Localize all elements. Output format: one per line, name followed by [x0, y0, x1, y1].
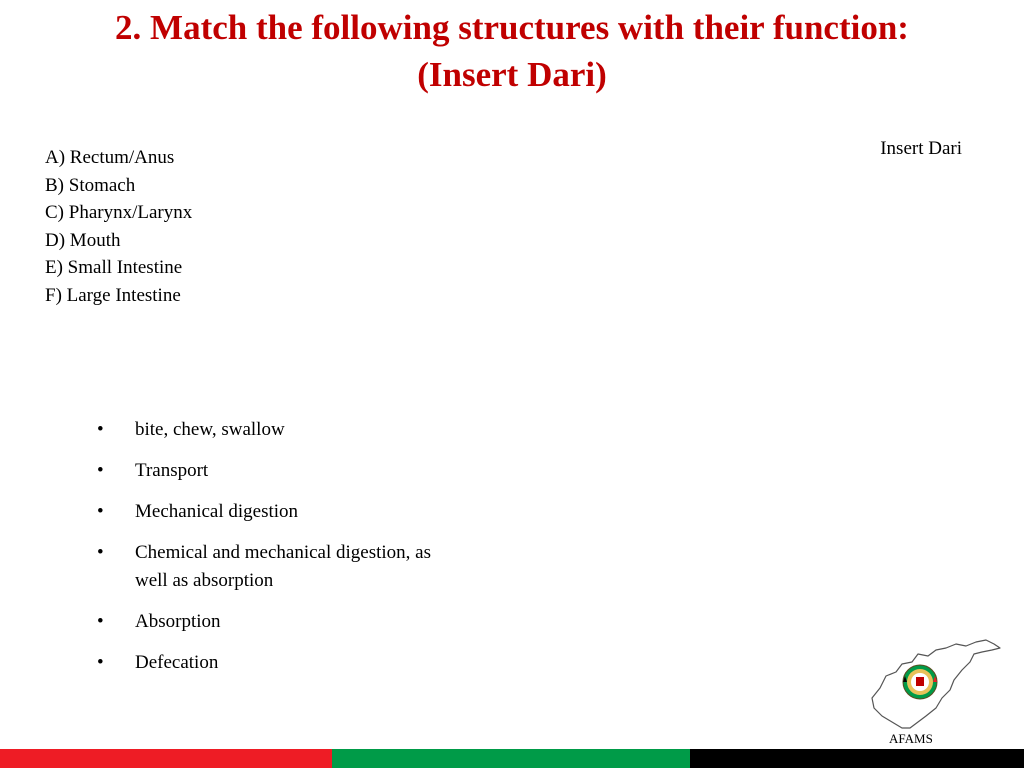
bullet-icon: •	[97, 501, 104, 522]
functions-list	[97, 416, 457, 690]
structure-item: B) Stomach	[45, 174, 136, 196]
bullet-icon: •	[97, 460, 104, 481]
function-item	[97, 608, 457, 636]
function-item	[97, 457, 457, 485]
structure-item: D) Mouth	[45, 229, 121, 251]
flag-green-segment	[332, 749, 690, 768]
structure-item: F) Large Intestine	[45, 284, 181, 306]
function-item	[97, 649, 457, 677]
slide-title-line-2: (Insert Dari)	[417, 55, 607, 94]
function-text: Defecation	[135, 652, 219, 673]
function-text: Mechanical digestion	[135, 501, 299, 522]
bullet-icon: •	[97, 542, 104, 563]
structure-item: C) Pharynx/Larynx	[45, 202, 193, 223]
afghanistan-map-seal-icon	[866, 636, 1004, 732]
structures-list	[45, 144, 192, 309]
function-text: bite, chew, swallow	[135, 419, 285, 440]
structure-item: E) Small Intestine	[45, 257, 183, 278]
flag-black-segment	[690, 749, 1024, 768]
function-text: Transport	[135, 460, 209, 481]
function-text: Absorption	[135, 611, 221, 632]
flag-color-bar	[0, 749, 1024, 768]
function-item	[97, 539, 457, 595]
insert-dari-placeholder: Insert Dari	[880, 138, 962, 159]
function-item	[97, 498, 457, 526]
function-item	[97, 416, 457, 444]
logo-graphic	[866, 636, 1004, 732]
logo-caption: AFAMS	[889, 731, 933, 746]
bullet-icon: •	[97, 611, 104, 632]
slide-title	[0, 4, 1024, 98]
flag-red-segment	[0, 749, 332, 768]
bullet-icon: •	[97, 652, 104, 673]
function-text: Chemical and mechanical digestion, as well as absorption	[135, 542, 431, 591]
bullet-icon: •	[97, 419, 104, 440]
structure-item: A) Rectum/Anus	[45, 147, 175, 168]
slide-title-line-1: 2. Match the following structures with their function:	[115, 8, 909, 47]
